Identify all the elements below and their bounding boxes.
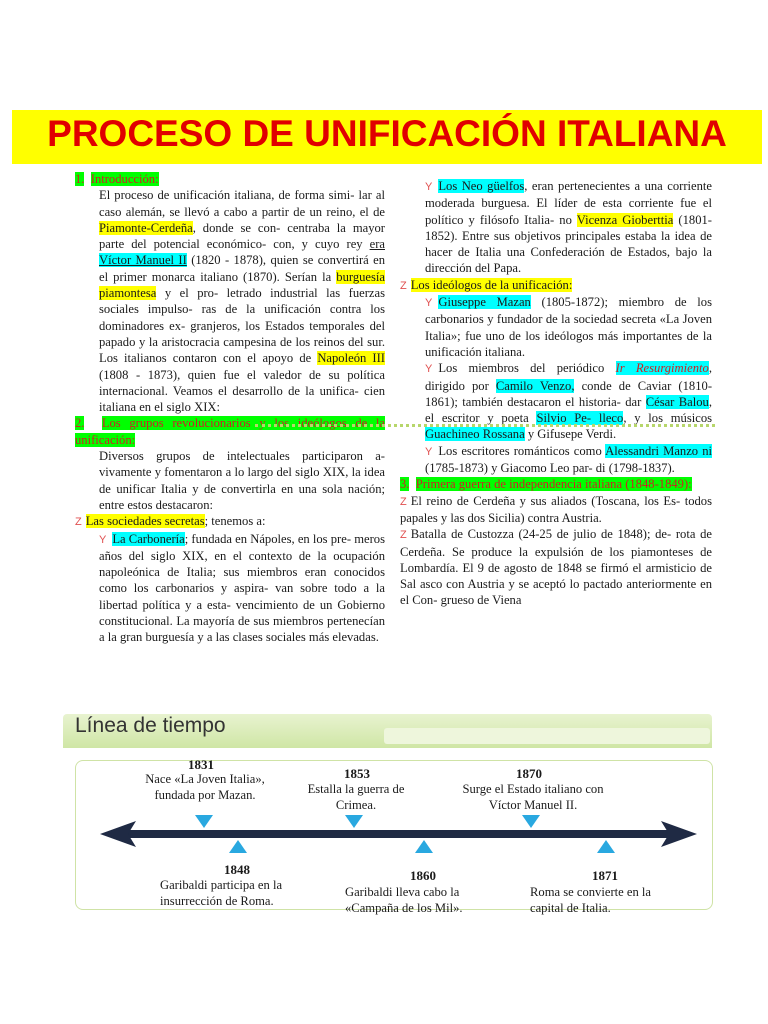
timeline-event-1848: Garibaldi participa en la insurrección de Roma. — [160, 878, 283, 908]
timeline-axis — [120, 830, 677, 838]
timeline-year-1831: 1831 — [188, 757, 214, 772]
timeline-year-1870: 1870 — [516, 766, 542, 781]
section-2-number: 2. — [75, 416, 85, 431]
timeline-year-1853: 1853 — [344, 766, 370, 781]
text-fragment: El proceso de unificación italiana, de forma simi- lar al caso alemán, se llevó a cabo a partir de un reino, el de — [99, 188, 385, 219]
text-fragment: , eran pertenecientes a una corriente moderada burguesa. El líder de esta corriente fue el político y filósofo Italia- no — [425, 179, 712, 227]
bullet-marker: Y — [425, 445, 433, 458]
text-fragment: (1801-1852). Entre sus objetivos principales estaba la idea de hacer de Italia una Confederación de Estados, bajo la dirección del Papa. — [425, 212, 713, 276]
highlight-burguesia: burguesía piamontesa — [99, 269, 385, 301]
bullet-marker: Y — [99, 533, 107, 546]
highlight-balou: César Balou — [645, 394, 709, 409]
timeline-event-1860: Garibaldi lleva cabo la «Campaña de los Mil». — [345, 885, 463, 915]
text-fragment: conde de Caviar (1810-1861); también destacaron el historia- dar — [425, 378, 713, 409]
highlight-venzo: Camilo Venzo, — [495, 378, 575, 393]
highlight-piamonte: Piamonte-Cerdeña — [99, 220, 193, 235]
text-fragment: Los escritores románticos como — [438, 443, 606, 458]
section-1-title: Introducción: — [90, 172, 159, 186]
section-1-number: 1. — [75, 172, 85, 186]
highlight-resurgimiento: Ir Resurgimiento — [615, 361, 709, 376]
section-3-title: Primera guerra de independencia italiana (1848-1849): — [415, 477, 692, 492]
timeline-year-1871: 1871 — [592, 868, 618, 883]
highlight-neo-guelfos: Los Neo güelfos — [438, 179, 525, 193]
bullet-marker: Z — [400, 495, 407, 508]
text-fragment: (1820 - 1878), quien se convertirá en el primer monarca italiano (1870). Serían la — [99, 253, 386, 284]
timeline-event-1831: Nace «La Joven Italia», fundada por Mazan. — [145, 772, 265, 802]
text-fragment: ; fundada en Nápoles, en los pre- meros años del siglo XIX, en el contexto de la ocupación napoleónica de Italia; sus miembros eran conocidos como los carbonarios y aspira- van sobre todo a la libertad política y a esta- vencimiento de un Gobierno constitucional. La mayoría de sus miembros pertenecían a la gran burguesía y a las clases sociales más elevadas. — [99, 531, 385, 645]
highlight-mazan: Giuseppe Mazan — [438, 295, 531, 310]
section-2-paragraph: Diversos grupos de intelectuales participaron a- vivamente y fomentaron a lo largo del siglo XIX, la idea de unificar Italia y de convertirla en una sola nación; entre estos destacaron: — [99, 449, 385, 512]
page-title: PROCESO DE UNIFICACIÓN ITALIANA — [47, 113, 727, 154]
highlight-napoleon: Napoleón III — [317, 351, 385, 366]
timeline-event-1853: Estalla la guerra de Crimea. — [307, 782, 405, 812]
highlight-sociedades: Las sociedades secretas — [85, 514, 205, 529]
text-fragment: , donde se con- centraba la mayor parte del potencial económico- con, y cuyo rey — [99, 220, 385, 252]
timeline-title: Línea de tiempo — [75, 714, 226, 737]
timeline-year-1860: 1860 — [410, 868, 436, 883]
timeline-marker-1831 — [195, 815, 213, 828]
bullet-marker: Z — [400, 279, 407, 292]
highlight-ideologos: Los ideólogos de la unificación: — [410, 277, 573, 292]
section-2-title: Los grupos revolucionarios y los ideólogos de la unificación: — [75, 416, 385, 447]
timeline-marker-1848 — [229, 840, 247, 853]
text-fragment: El reino de Cerdeña y sus aliados (Toscana, los Es- todos papales y las dos Sicilia) contra Austria. — [400, 493, 712, 525]
timeline-year-1848: 1848 — [224, 862, 250, 877]
text-fragment: , y los músicos — [623, 411, 713, 426]
timeline-marker-1870 — [522, 815, 540, 828]
bullet-marker: Y — [425, 181, 433, 193]
highlight-pelleco: Silvio Pe- lleco — [536, 411, 624, 426]
highlight-manzoni: Alessandri Manzo ni — [605, 443, 712, 458]
bullet-marker: Z — [75, 516, 82, 529]
highlight-carboneria: La Carbonería — [112, 531, 185, 546]
text-fragment: Batalla de Custozza (24-25 de julio de 1848); de- rota de Cerdeña. Se produce la expulsión de los piamonteses de Lombardía. El 9 de agosto de 1848 se firmó el armisticio de Sal asco con Austria y se aceptó lo pactado anteriormente en el Con- grueso de Viena — [400, 527, 712, 608]
timeline-marker-1871 — [597, 840, 615, 853]
text-fragment: Los miembros del periódico — [438, 361, 616, 376]
bullet-marker: Z — [400, 529, 407, 542]
timeline-marker-1860 — [415, 840, 433, 853]
text-fragment: (1785-1873) y Giacomo Leo par- di (1798-1837). — [425, 461, 675, 476]
section-3-number: 3. — [400, 477, 410, 492]
text-fragment: y Gifusepe Verdi. — [524, 427, 617, 442]
highlight-gioberttia: Vicenza Gioberttia — [576, 212, 674, 227]
bullet-marker: Y — [425, 363, 433, 376]
text-fragment: (1805-1872); miembro de los carbonarios y fundador de la sociedad secreta «La Joven Italia»; fue uno de los ideólogos más importantes de la unificación italiana. — [425, 295, 712, 359]
text-fragment: (1808 - 1873), quien fue el valedor de su política internacional. Veamos el desarrollo de la unifica- cien italiana en el siglo XIX: — [99, 367, 385, 415]
highlight-victor-manuel: Víctor Manuel II — [99, 253, 187, 268]
bullet-marker: Y — [425, 297, 433, 310]
text-fragment: , el escritor y poeta — [425, 394, 712, 426]
text-fragment: era — [369, 237, 385, 252]
timeline-marker-1853 — [345, 815, 363, 828]
text-fragment: y el pro- letrado industrial las fuerzas sociales impulso- ras de la unificación contra los dominadores ex- granjeros, los Estados temporales del papado y la aristocracia campesina de los reinos del sur. Los italianos contaron con el apoyo de — [99, 286, 385, 366]
text-fragment: ; tenemos a: — [204, 514, 266, 529]
timeline-event-1870: Surge el Estado italiano con Víctor Manuel II. — [462, 782, 604, 812]
text-fragment: , dirigido por — [425, 361, 712, 393]
highlight-rossana: Guachineo Rossana — [425, 427, 525, 442]
timeline-event-1871: Roma se convierte en la capital de Italia. — [530, 885, 651, 915]
